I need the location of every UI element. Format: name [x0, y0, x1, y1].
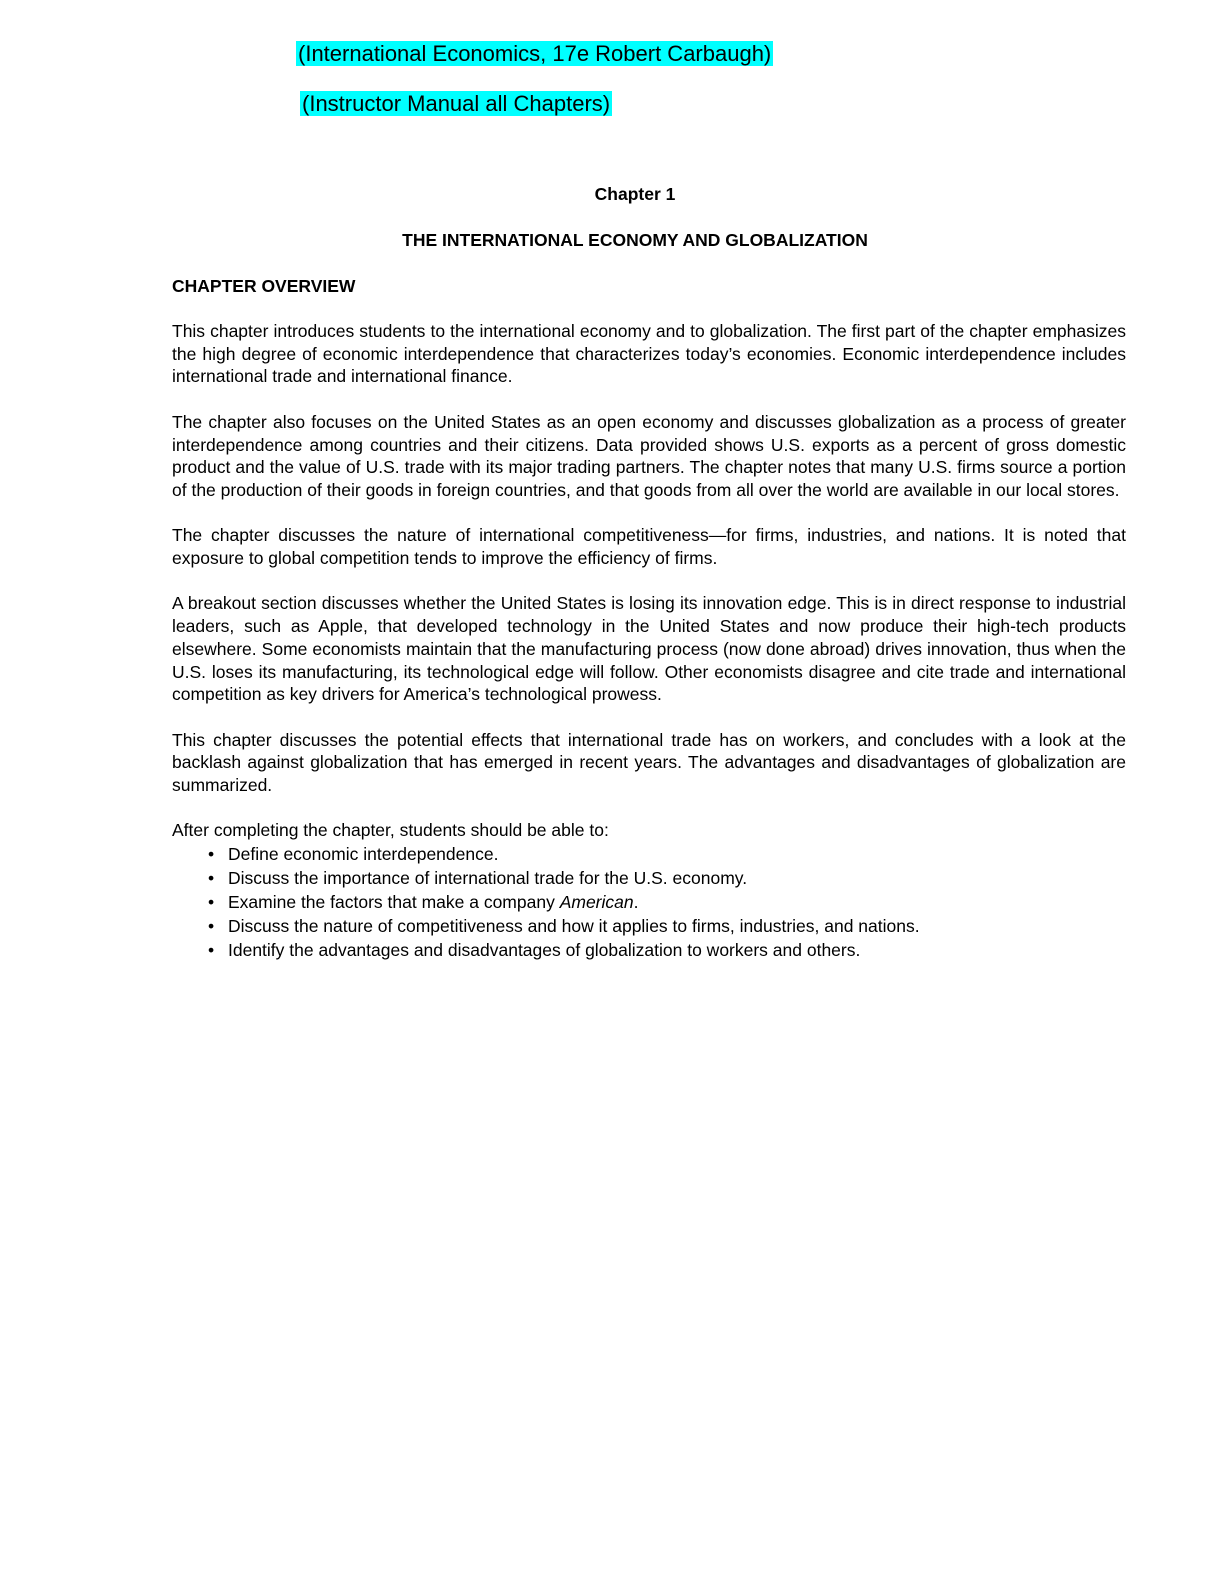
- list-item: [172, 866, 1126, 890]
- objectives-lead: After completing the chapter, students should be able to:: [172, 820, 609, 841]
- bullet-icon: •: [208, 844, 215, 865]
- paragraph: This chapter introduces students to the international economy and to globalization. The first part of the chapter emphasizes the high degree of economic interdependence that characterizes today’s economies. Economic interdependence includes international trade and international finance.: [172, 321, 1126, 387]
- list-item: [172, 890, 1126, 914]
- manual-label: [300, 90, 612, 118]
- paragraph: This chapter discusses the potential effects that international trade has on workers, and concludes with a look at the backlash against globalization that has emerged in recent years. The advantages and disadvantages of globalization are summarized.: [172, 729, 1126, 795]
- paragraph: The chapter also focuses on the United States as an open economy and discusses globalization as a process of greater interdependence among countries and their citizens. Data provided shows U.S. exports as a percent of gross domestic product and the value of U.S. trade with its major trading partners. The chapter notes that many U.S. firms source a portion of the production of their goods in foreign countries, and that goods from all over the world are available in our local stores.: [172, 411, 1126, 500]
- paragraph: The chapter discusses the nature of international competitiveness—for firms, industries, and nations. It is noted that exposure to global competition tends to improve the efficiency of firms.: [172, 525, 1126, 568]
- list-item: [172, 938, 1126, 962]
- objectives-list: [172, 842, 1126, 962]
- chapter-overview-body: [172, 320, 1126, 962]
- emphasis-american: American: [559, 892, 634, 913]
- book-title: [296, 40, 773, 68]
- list-item-text: Define economic interdependence.: [228, 844, 499, 865]
- chapter-number: Chapter 1: [594, 184, 676, 204]
- bullet-icon: •: [208, 940, 215, 961]
- paragraph: A breakout section discusses whether the United States is losing its innovation edge. This is in direct response to industrial leaders, such as Apple, that developed technology in the United States and now produce their high-tech products elsewhere. Some economists maintain that the manufacturing process (now done abroad) drives innovation, thus when the U.S. loses its manufacturing, its technological edge will follow. Other economists disagree and cite trade and international competition as key drivers for America’s technological prowess.: [172, 593, 1126, 705]
- list-item-text: Discuss the nature of competitiveness and how it applies to firms, industries, and nations.: [228, 916, 920, 937]
- list-item: [172, 842, 1126, 866]
- manual-label-text: (Instructor Manual all Chapters): [302, 91, 611, 116]
- book-title-text: (International Economics, 17e Robert Carbaugh): [298, 41, 772, 66]
- list-item-text-prefix: Examine the factors that make a company: [228, 892, 560, 913]
- overview-heading: CHAPTER OVERVIEW: [172, 276, 356, 296]
- bullet-icon: •: [208, 892, 215, 913]
- list-item-text: Identify the advantages and disadvantages of globalization to workers and others.: [228, 940, 861, 961]
- list-item: [172, 914, 1126, 938]
- list-item-text: [228, 892, 639, 912]
- list-item-text: Discuss the importance of international trade for the U.S. economy.: [228, 868, 748, 889]
- bullet-icon: •: [208, 916, 215, 937]
- chapter-title: THE INTERNATIONAL ECONOMY AND GLOBALIZATION: [402, 230, 868, 250]
- list-item-text-suffix: .: [633, 892, 639, 913]
- bullet-icon: •: [208, 868, 215, 889]
